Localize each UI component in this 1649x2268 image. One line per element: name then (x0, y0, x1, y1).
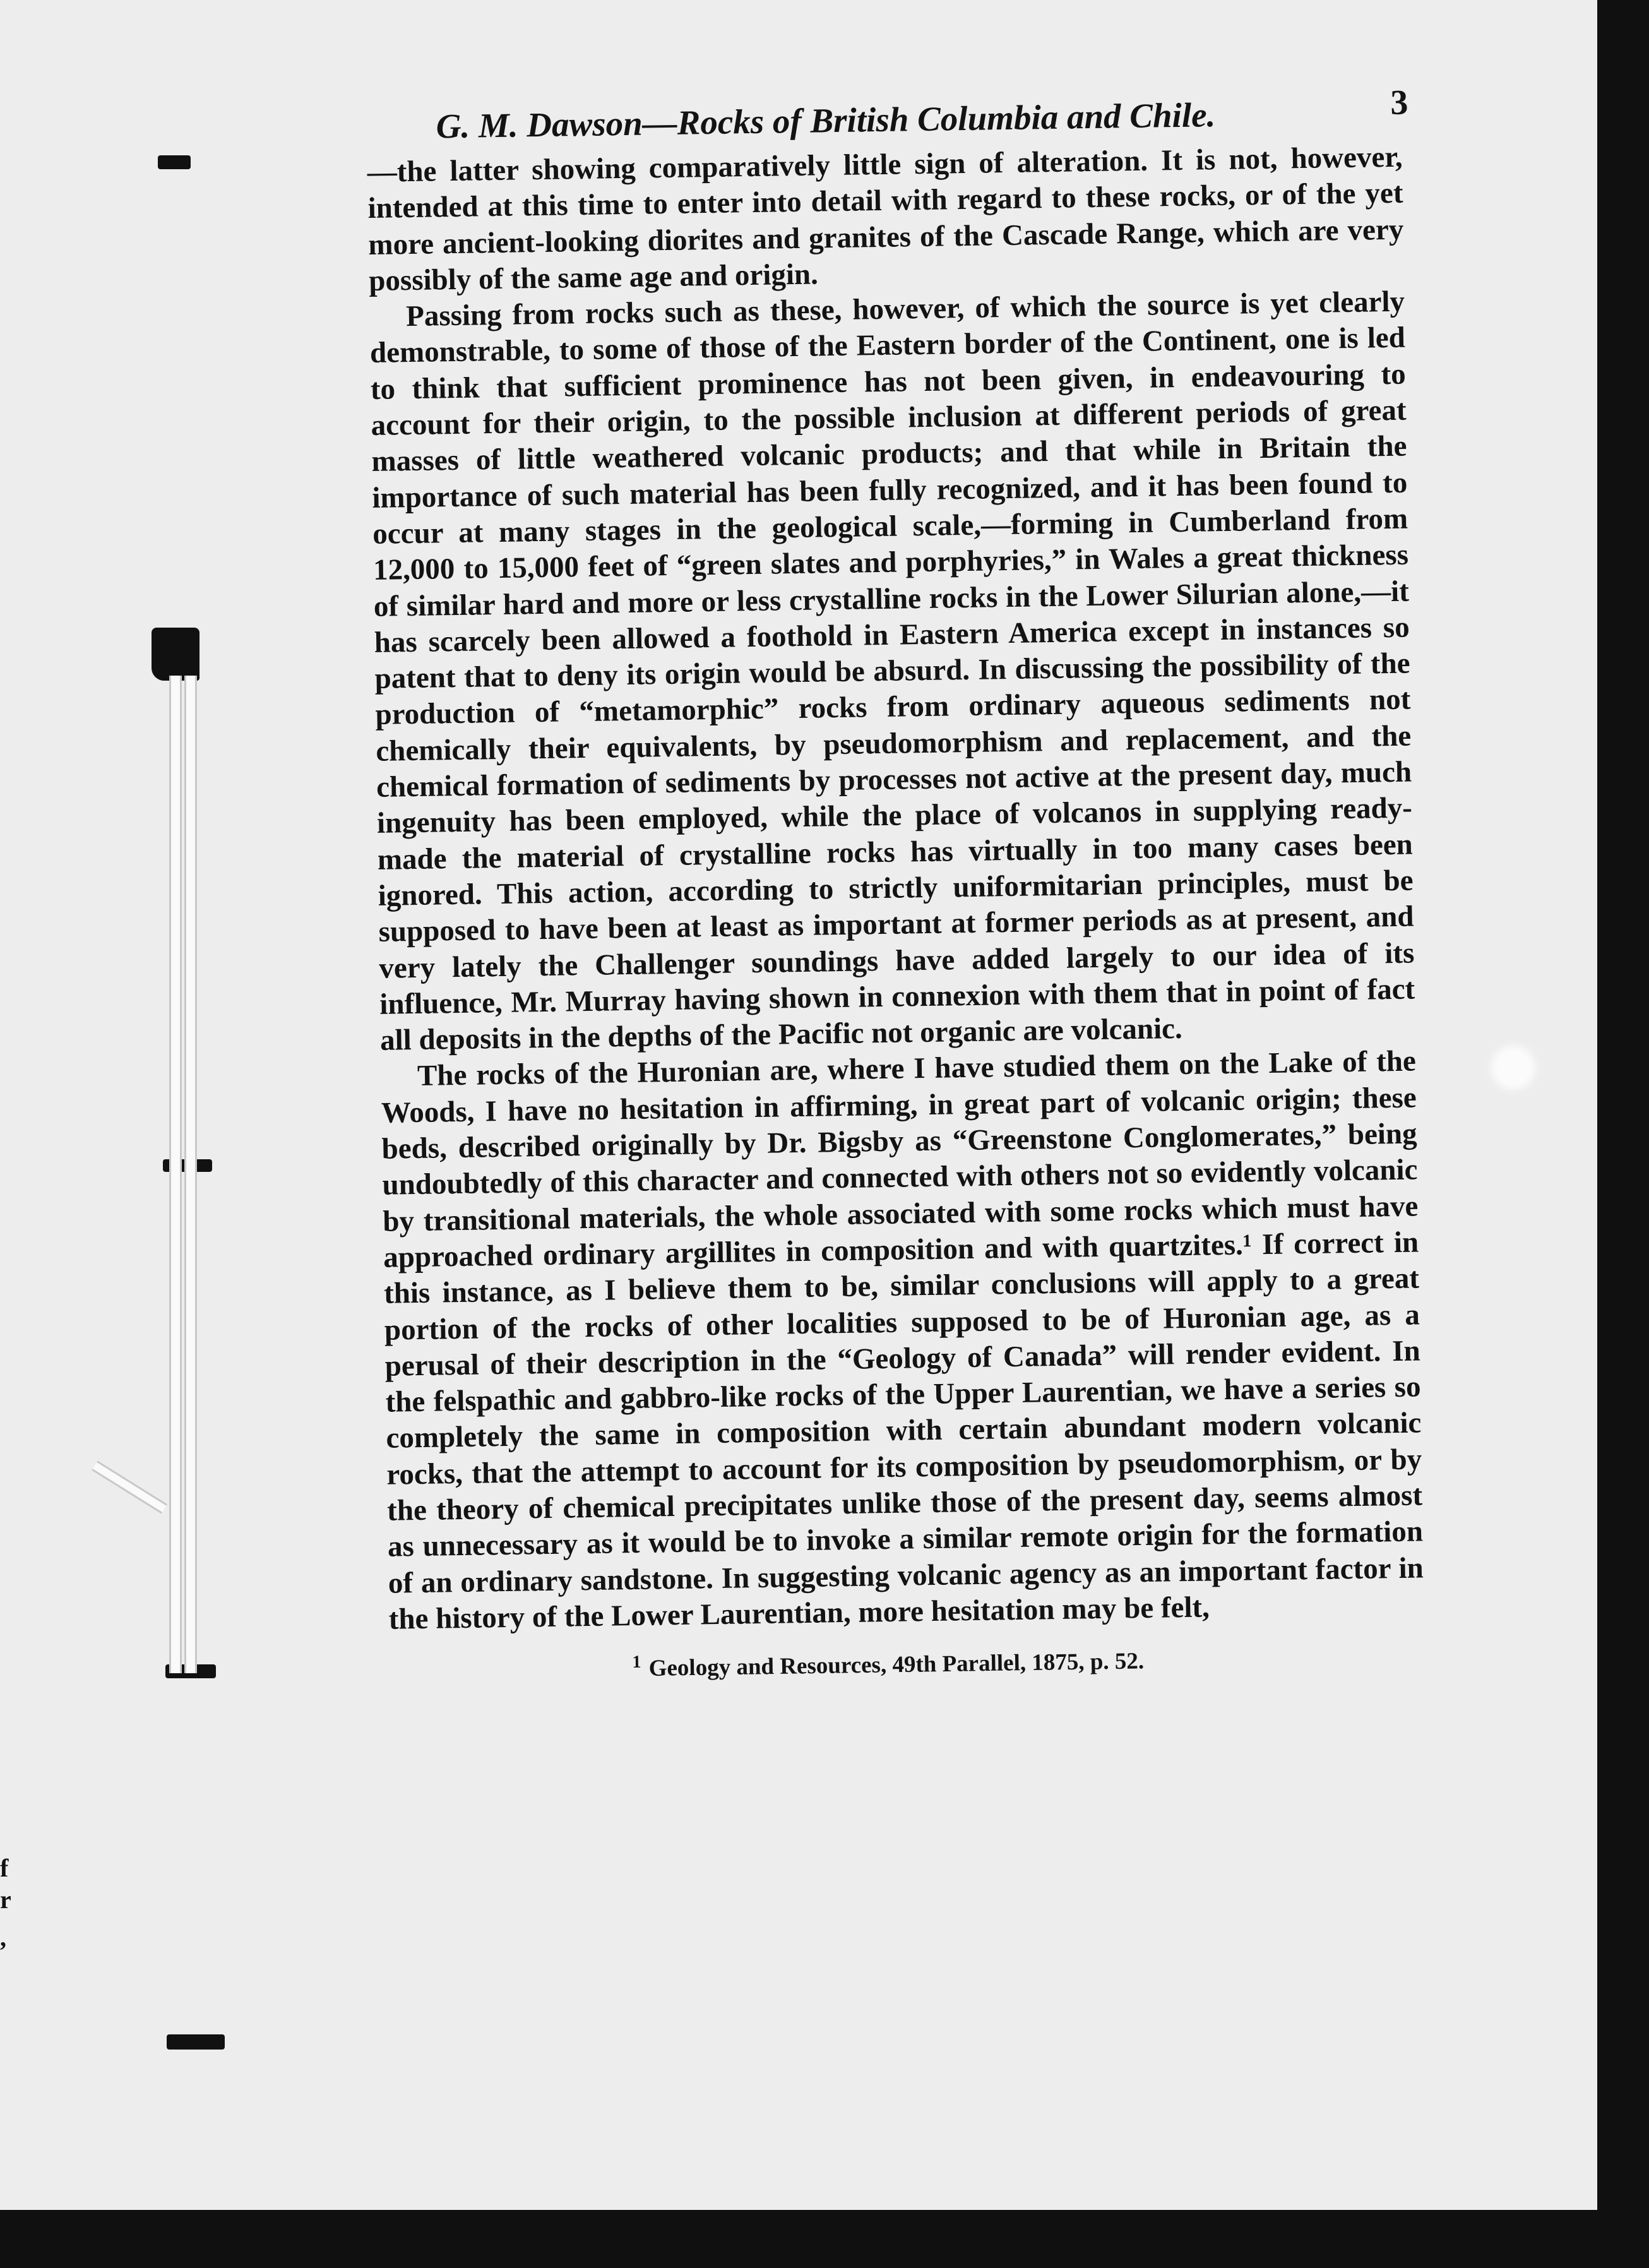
binding-thread-right (184, 676, 197, 1673)
scan-border-right (1597, 0, 1649, 2268)
edge-fragment-1: f (0, 1854, 9, 1882)
binding-mark-bottom (167, 2034, 225, 2050)
page-number: 3 (1390, 83, 1408, 122)
paragraph-2: Passing from rocks such as these, however, of which the source is yet clearly demonstrable, to some of those of the Eastern border of the Continent, one is led to think that sufficient prominence has not been given, in endeavouring to account for their origin, to the possible inclusion at different periods of great masses of little weathered volcanic products; and that while in Britain the importance of such material has been fully recognized, and it has been found to occur at many stages in the geological scale,—forming in Cumberland from 12,000 to 15,000 feet of “green slates and porphyries,” in Wales a great thickness of similar hard and more or less crystalline rocks in the Lower Silurian alone,—it has scarcely been allowed a foothold in Eastern America except in instances so patent that to deny its origin would be absurd. In discussing the possibility of the production of “metamorphic” rocks from ordinary aqueous sediments not chemically their equivalents, by pseudomorphism and replacement, and the chemical formation of sediments by processes not active at the present day, much ingenuity has been employed, while the place of volcanos in supplying ready-made the material of crystalline rocks has virtually in too many cases been ignored. This action, according to strictly uniformitarian principles, must be supposed to have been at least as important at former periods as at present, and very lately the Challenger soundings have added largely to our idea of its influence, Mr. Murray having shown in connexion with them that in point of fact all deposits in the depths of the Pacific not organic are volcanic. (369, 285, 1415, 1057)
running-head-title: G. M. Dawson—Rocks of British Columbia and Chile. (436, 95, 1216, 146)
binding-thread-branch (92, 1460, 167, 1513)
edge-fragment-3: , (0, 1923, 6, 1952)
footnote (390, 1637, 1426, 1688)
scan-speck (1491, 1046, 1535, 1090)
paragraph-1: —the latter showing comparatively little sign of alteration. It is not, however, intended at this time to enter into detail with regard to these rocks, or of the yet more ancient-looking diorites and granites of the Cascade Range, which are very possibly of the same age and origin. (367, 140, 1404, 297)
body-text (367, 140, 1424, 1638)
paragraph-3: The rocks of the Huronian are, where I have studied them on the Lake of the Woods, I have no hesitation in affirming, in great part of volcanic origin; these beds, described originally by Dr. Bigsby as “Greenstone Conglomerates,” being undoubtedly of this character and connected with others not so evidently volcanic by transitional materials, the whole associated with some rocks which must have approached ordinary argillites in composition and with quartzites.¹ If correct in this instance, as I believe them to be, similar conclusions will apply to a great portion of the rocks of other localities supposed to be of Huronian age, as a perusal of their description in the “Geology of Canada” will render evident. In the felspathic and gabbro-like rocks of the Upper Laurentian, we have a series so completely the same in composition with certain abundant modern volcanic rocks, that the attempt to account for its composition by pseudomorphism, or by the theory of chemical precipitates unlike those of the present day, seems almost as unnecessary as it would be to invoke a similar remote origin for the formation of an ordinary sandstone. In suggesting volcanic agency as an important factor in the history of the Lower Laurentian, more hesitation may be felt, (381, 1044, 1424, 1636)
binding-thread-left (169, 676, 182, 1673)
edge-fragment-2: r (0, 1885, 11, 1914)
text-block (366, 83, 1425, 1688)
scan-border-bottom (0, 2210, 1649, 2268)
footnote-text: Geology and Resources, 49th Parallel, 1875, p. 52. (648, 1648, 1145, 1682)
footnote-marker: 1 (632, 1652, 641, 1673)
binding-mark-upper-clip (152, 628, 199, 681)
binding-mark-top (158, 155, 191, 169)
